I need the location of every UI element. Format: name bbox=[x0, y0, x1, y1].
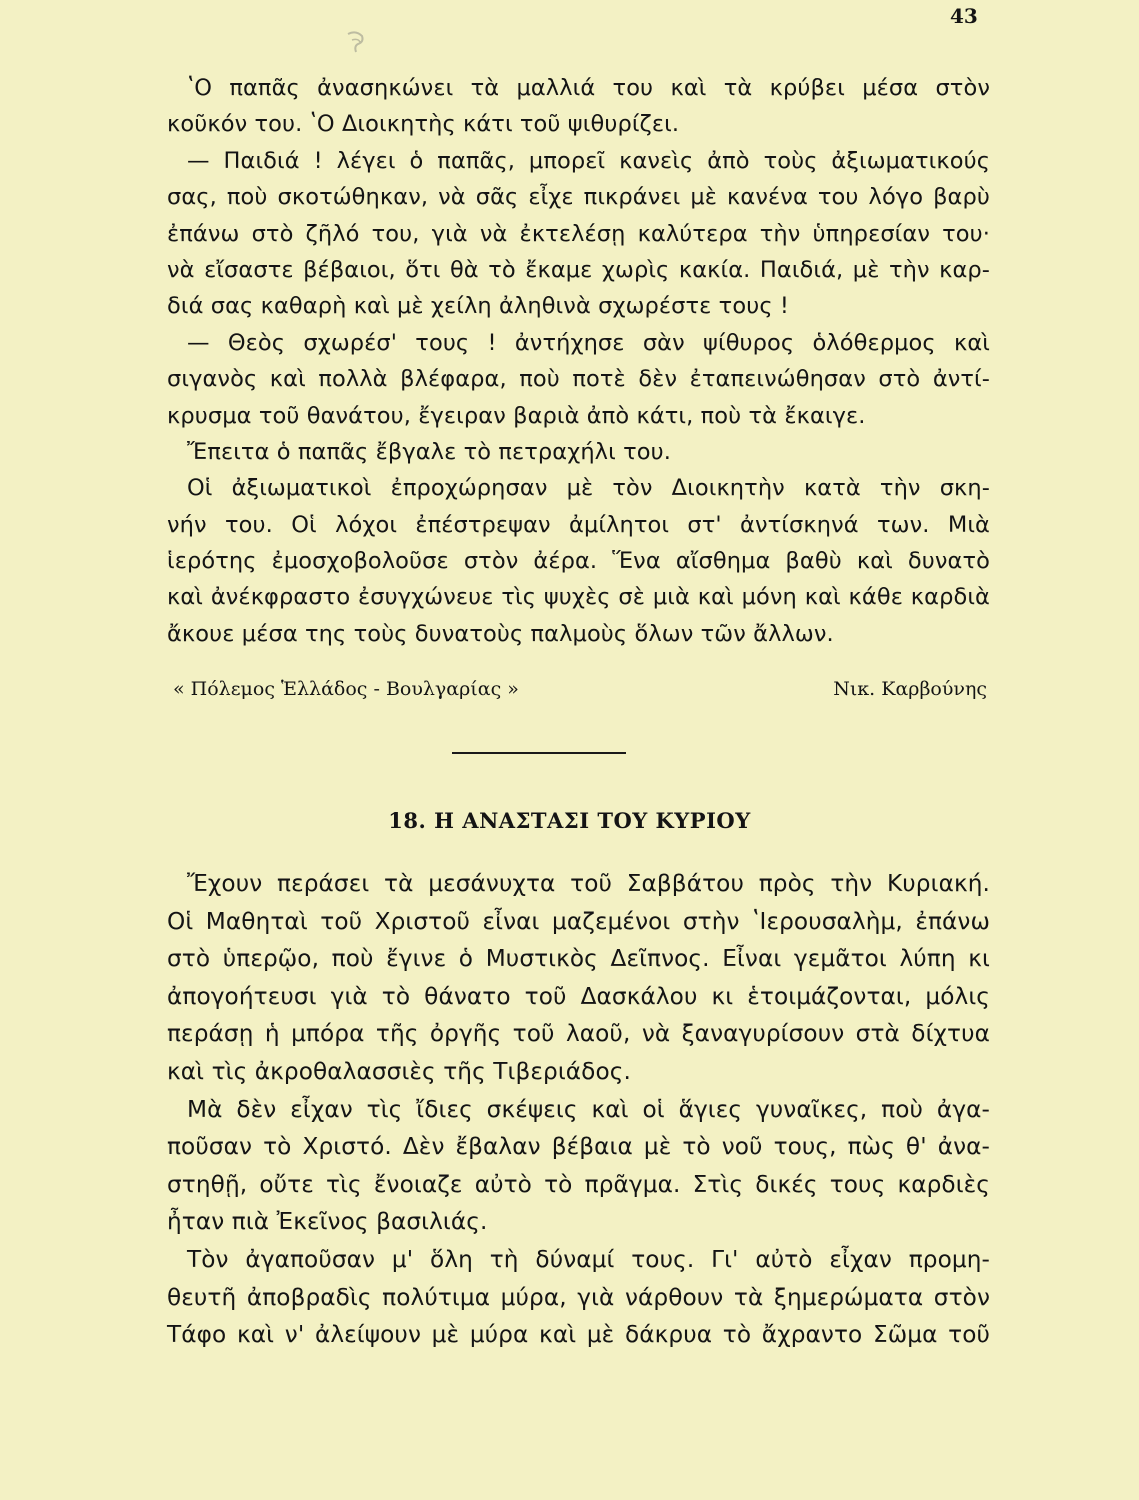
text-line: νήν του. Οἱ λόχοι ἐπέστρεψαν ἀμίλητοι στ' ἀντίσκηνά των. Μιὰ bbox=[167, 511, 990, 538]
text-line: στηθῇ, οὔτε τὶς ἔνοιαζε αὐτὸ τὸ πρᾶγμα. Στὶς δικές τους καρδιὲς bbox=[167, 1170, 990, 1198]
text-line: κρυσμα τοῦ θανάτου, ἔγειραν βαριὰ ἀπὸ κάτι, ποὺ τὰ ἔκαιγε. bbox=[167, 402, 866, 429]
text-line: ἱερότης ἐμοσχοβολοῦσε στὸν ἀέρα. Ἕνα αἴσθημα βαθὺ καὶ δυνατὸ bbox=[167, 548, 990, 575]
text-line: — Παιδιά ! λέγει ὁ παπᾶς, μπορεῖ κανεὶς ἀπὸ τοὺς ἀξιωματικούς bbox=[187, 147, 990, 174]
text-line: καὶ τὶς ἀκροθαλασσιὲς τῆς Τιβεριάδος. bbox=[167, 1057, 631, 1085]
text-line: ἦταν πιὰ Ἐκεῖνος βασιλιάς. bbox=[167, 1208, 488, 1236]
page-number: 43 bbox=[950, 4, 978, 28]
text-line: Ἔπειτα ὁ παπᾶς ἔβγαλε τὸ πετραχήλι του. bbox=[187, 438, 671, 465]
text-line: ʽΟ παπᾶς ἀνασηκώνει τὰ μαλλιά του καὶ τὰ κρύβει μέσα στὸν bbox=[187, 75, 990, 101]
ink-smudge-mark bbox=[340, 28, 368, 58]
text-line: Οἱ ἀξιωματικοὶ ἐπροχώρησαν μὲ τὸν Διοικητὴν κατὰ τὴν σκη- bbox=[187, 475, 990, 502]
text-line: Ἔχουν περάσει τὰ μεσάνυχτα τοῦ Σαββάτου πρὸς τὴν Κυριακή. bbox=[187, 870, 990, 897]
text-line: ἐπάνω στὸ ζῆλό του, γιὰ νὰ ἐκτελέσῃ καλύτερα τὴν ὑπηρεσίαν του· bbox=[167, 220, 990, 247]
source-work-title: « Πόλεμος Ἑλλάδος - Βουλγαρίας » bbox=[173, 678, 519, 700]
source-attribution bbox=[173, 678, 987, 700]
text-line: κοῦκόν του. ʽΟ Διοικητὴς κάτι τοῦ ψιθυρίζει. bbox=[167, 111, 680, 138]
text-line: νὰ εἴσαστε βέβαιοι, ὅτι θὰ τὸ ἔκαμε χωρὶς κακία. Παιδιά, μὲ τὴν καρ- bbox=[167, 256, 990, 283]
text-line: θευτῆ ἀποβραδὶς πολύτιμα μύρα, γιὰ νάρθουν τὰ ξημερώματα στὸν bbox=[167, 1283, 990, 1311]
text-line: στὸ ὑπερῷο, ποὺ ἔγινε ὁ Μυστικὸς Δεῖπνος. Εἶναι γεμᾶτοι λύπη κι bbox=[167, 945, 990, 973]
text-line: Μὰ δὲν εἶχαν τὶς ἴδιες σκέψεις καὶ οἱ ἅγιες γυναῖκες, ποὺ ἀγα- bbox=[187, 1095, 990, 1123]
text-line: ποῦσαν τὸ Χριστό. Δὲν ἔβαλαν βέβαια μὲ τὸ νοῦ τους, πὼς θ' ἀνα- bbox=[167, 1133, 990, 1161]
text-line: ἄκουε μέσα της τοὺς δυνατοὺς παλμοὺς ὅλων τῶν ἄλλων. bbox=[167, 620, 834, 647]
section-divider bbox=[452, 752, 626, 754]
bottom-text-block bbox=[167, 865, 990, 1354]
text-line: καὶ ἀνέκφραστο ἐσυγχώνευε τὶς ψυχὲς σὲ μιὰ καὶ μόνη καὶ κάθε καρδιὰ bbox=[167, 584, 990, 611]
text-line: ἀπογοήτευσι γιὰ τὸ θάνατο τοῦ Δασκάλου κι ἑτοιμάζονται, μόλις bbox=[167, 982, 990, 1010]
text-line: περάσῃ ἡ μπόρα τῆς ὀργῆς τοῦ λαοῦ, νὰ ξαναγυρίσουν στὰ δίχτυα bbox=[167, 1020, 990, 1048]
text-line: Οἱ Μαθηταὶ τοῦ Χριστοῦ εἶναι μαζεμένοι στὴν ʽΙερουσαλὴμ, ἐπάνω bbox=[167, 907, 990, 935]
source-author: Νικ. Καρβούνης bbox=[833, 678, 987, 700]
text-line: Τάφο καὶ ν' ἀλείψουν μὲ μύρα καὶ μὲ δάκρυα τὸ ἄχραντο Σῶμα τοῦ bbox=[167, 1321, 990, 1349]
top-text-block bbox=[167, 70, 990, 652]
text-line: διά σας καθαρὴ καὶ μὲ χείλη ἀληθινὰ σχωρέστε τους ! bbox=[167, 293, 789, 320]
text-line: Τὸν ἀγαποῦσαν μ' ὅλη τὴ δύναμί τους. Γι' αὐτὸ εἶχαν προμη- bbox=[187, 1245, 990, 1273]
text-line: σιγανὸς καὶ πολλὰ βλέφαρα, ποὺ ποτὲ δὲν ἐταπεινώθησαν στὸ ἀντί- bbox=[167, 366, 990, 393]
text-line: σας, ποὺ σκοτώθηκαν, νὰ σᾶς εἶχε πικράνει μὲ κανένα του λόγο βαρὺ bbox=[167, 184, 990, 211]
section-heading: 18. Η ΑΝΑΣΤΑΣΙ ΤΟΥ ΚΥΡΙΟΥ bbox=[388, 808, 751, 833]
text-line: — Θεὸς σχωρέσ' τους ! ἀντήχησε σὰν ψίθυρος ὁλόθερμος καὶ bbox=[187, 329, 990, 356]
